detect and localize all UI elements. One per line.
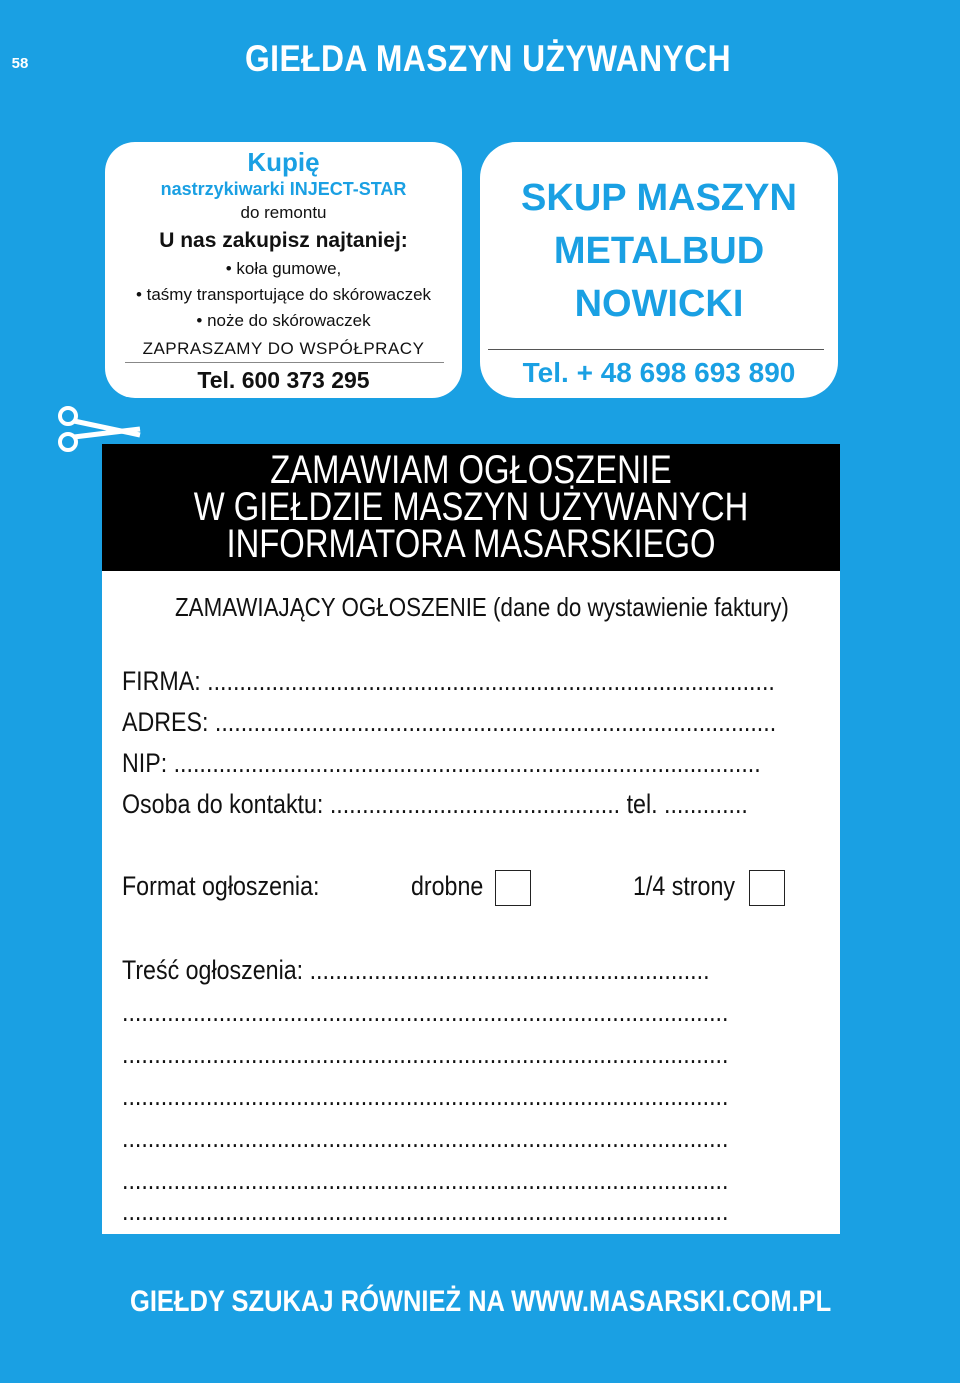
content-line[interactable]: .............................................................................................. [122, 1039, 729, 1069]
form-header-line: W GIEŁDZIE MASZYN UŻYWANYCH [193, 485, 749, 529]
ad-skup [480, 142, 838, 398]
form-header [102, 444, 840, 571]
order-form [102, 444, 840, 1234]
ad-skup-phone: Tel. + 48 698 693 890 [522, 357, 796, 388]
content-line[interactable]: .............................................................................................. [122, 1165, 729, 1195]
page-title: GIEŁDA MASZYN UŻYWANYCH [245, 38, 732, 79]
form-header-line: INFORMATORA MASARSKIEGO [226, 522, 716, 566]
address-field[interactable]: ADRES: ....................................................................................... [122, 707, 777, 737]
format-label: Format ogłoszenia: [122, 871, 320, 901]
ad-skup-line: NOWICKI [574, 283, 744, 325]
ad-kupie-product-note: do remontu [240, 203, 327, 222]
footer-note: GIEŁDY SZUKAJ RÓWNIEŻ NA WWW.MASARSKI.COM.PL [130, 1285, 832, 1318]
format-option-quarter-label: 1/4 strony [633, 871, 735, 901]
nip-field[interactable]: NIP: ........................................................................................... [122, 748, 761, 778]
ad-kupie-item: • koła gumowe, [225, 259, 342, 278]
ad-kupie-item: • taśmy transportujące do skórowaczek [135, 285, 432, 304]
contact-field[interactable]: Osoba do kontaktu: ............................................. tel. ............. [122, 789, 748, 819]
ad-kupie-invite: ZAPRASZAMY DO WSPÓŁPRACY [142, 339, 425, 358]
form-header-line: ZAMAWIAM OGŁOSZENIE [270, 448, 672, 492]
ad-skup-line: METALBUD [553, 230, 765, 272]
format-quarter-checkbox[interactable] [749, 870, 785, 906]
ad-skup-line: SKUP MASZYN [521, 177, 797, 219]
content-field[interactable]: Treść ogłoszenia: .............................................................. [122, 955, 710, 985]
content-line[interactable]: .............................................................................................. [122, 1196, 729, 1226]
ad-kupie-offer-heading: U nas zakupisz najtaniej: [159, 229, 408, 252]
format-small-checkbox[interactable] [495, 870, 531, 906]
ad-kupie-heading: Kupię [247, 147, 320, 177]
content-line[interactable]: .............................................................................................. [122, 1123, 729, 1153]
form-subtitle: ZAMAWIAJĄCY OGŁOSZENIE (dane do wystawienie faktury) [175, 592, 789, 622]
page-number: 58 [11, 54, 29, 72]
format-option-small-label: drobne [411, 871, 484, 901]
ad-skup-divider [488, 349, 824, 350]
ad-kupie-divider [125, 362, 444, 363]
content-line[interactable]: .............................................................................................. [122, 997, 729, 1027]
content-line[interactable]: .............................................................................................. [122, 1081, 729, 1111]
ad-kupie-product: nastrzykiwarki INJECT-STAR [160, 179, 407, 199]
ad-kupie-phone: Tel. 600 373 295 [197, 367, 370, 393]
ad-kupie [105, 142, 462, 398]
ad-kupie-item: • noże do skórowaczek [196, 311, 371, 330]
company-field[interactable]: FIRMA: ........................................................................................ [122, 666, 775, 696]
